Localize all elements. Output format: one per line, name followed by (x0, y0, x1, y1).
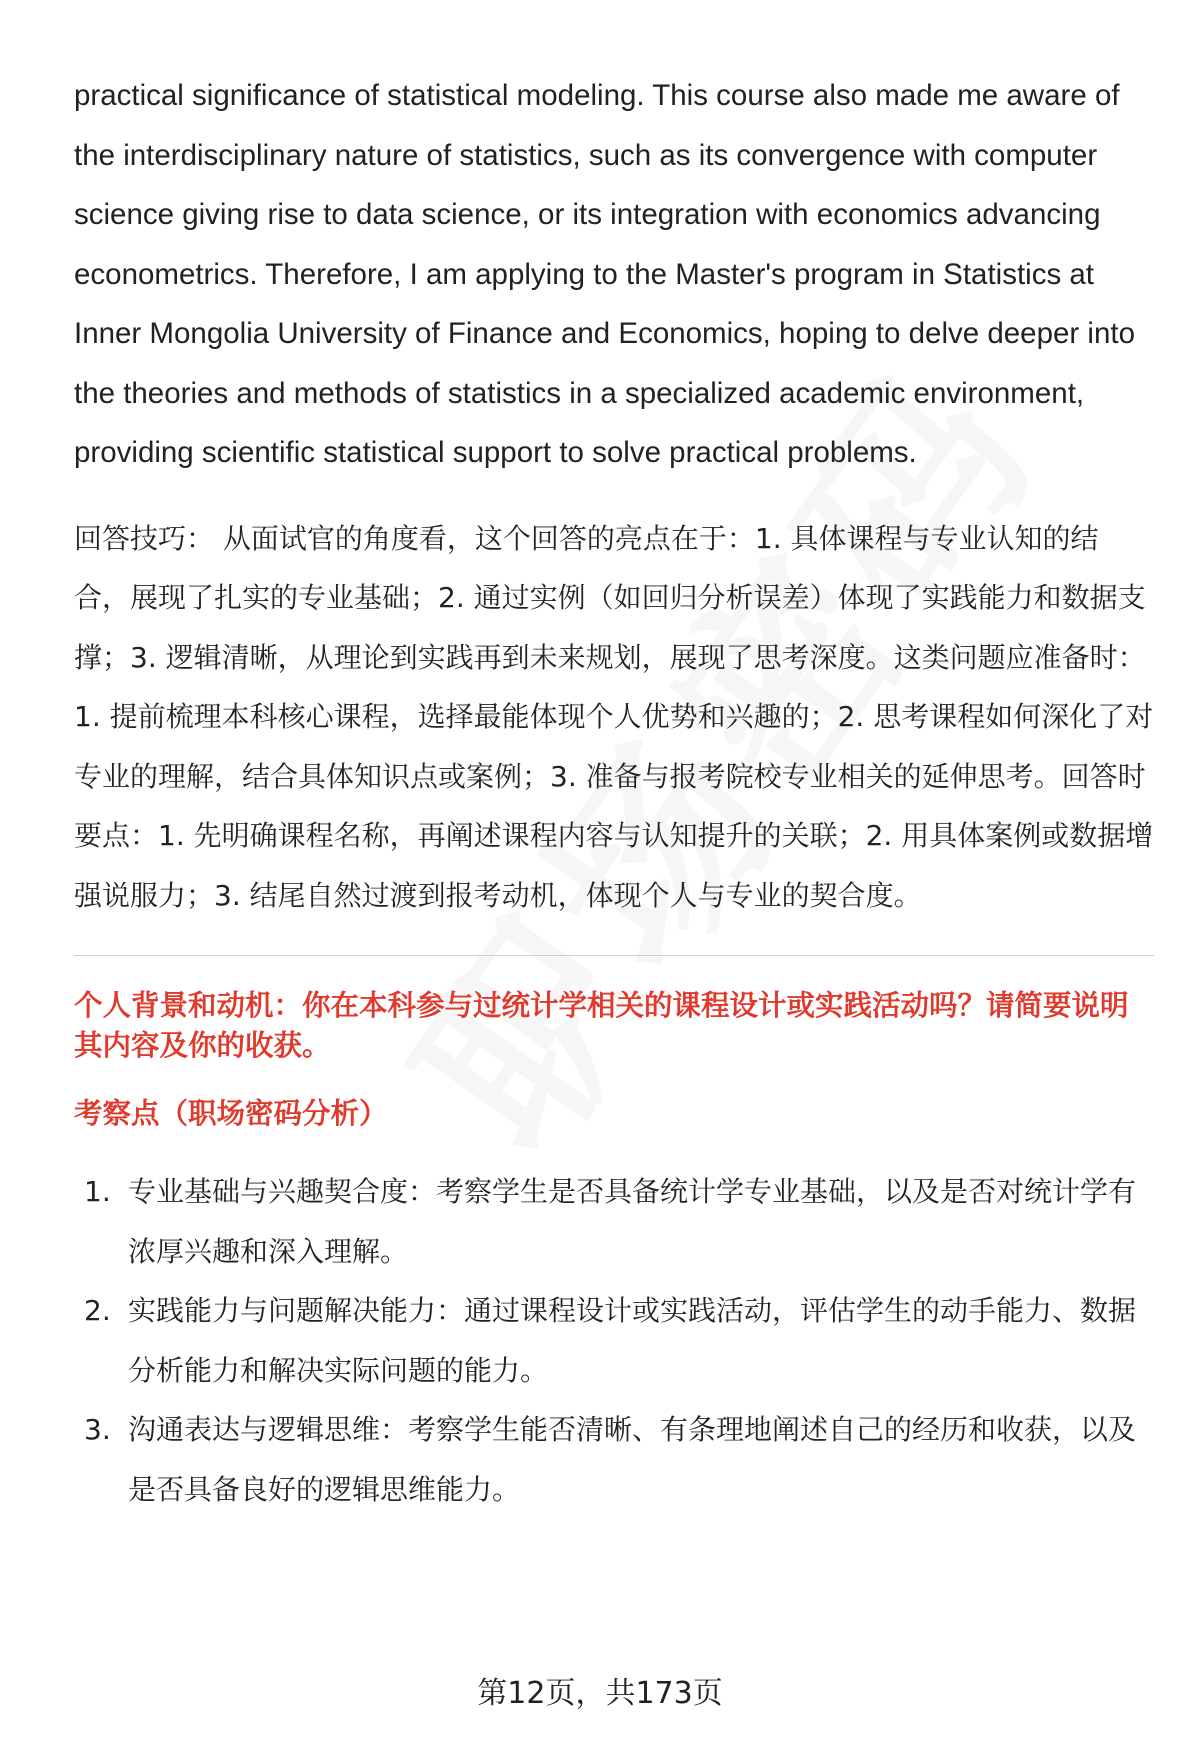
list-item-text: 专业基础与兴趣契合度：考察学生是否具备统计学专业基础，以及是否对统计学有浓厚兴趣和深入理解。 (128, 1175, 1137, 1268)
body-paragraph: practical significance of statistical modeling. This course also made me aware of the interdisciplinary nature of statistics, such as its convergence with computer science giving rise to data science, or its integration with economics advancing econometrics. Therefore, I am applying to the Master's program in Statistics at Inner Mongolia University of Finance and Economics, hoping to delve deeper into the theories and methods of statistics in a specialized academic environment, providing scientific statistical support to solve practical problems. (74, 79, 1135, 469)
assessment-points-heading: 考察点（职场密码分析） (74, 1097, 388, 1130)
answer-tips (74, 509, 1154, 926)
list-item (74, 1281, 1154, 1400)
question-heading: 个人背景和动机：你在本科参与过统计学相关的课程设计或实践活动吗？请简要说明其内容及你的收获。 (74, 989, 1129, 1062)
section-divider (74, 955, 1154, 956)
page-number-footer: 第12页，共173页 (477, 1676, 723, 1711)
list-item-text: 沟通表达与逻辑思维：考察学生能否清晰、有条理地阐述自己的经历和收获，以及是否具备良好的逻辑思维能力。 (128, 1413, 1137, 1506)
list-item-number: 3. (84, 1413, 111, 1446)
list-item-number: 2. (84, 1294, 111, 1327)
assessment-points-list (74, 1162, 1154, 1519)
list-item (74, 1162, 1154, 1281)
list-item (74, 1400, 1154, 1519)
list-item-number: 1. (84, 1175, 111, 1208)
answer-tips-text: 从面试官的角度看，这个回答的亮点在于：1. 具体课程与专业认知的结合，展现了扎实的专业基础；2. 通过实例（如回归分析误差）体现了实践能力和数据支撑；3. 逻辑清晰，从理论到实践再到未来规划，展现了思考深度。这类问题应准备时：1. 提前梳理本科核心课程，选择最能体现个人优势和兴趣的；2. 思考课程如何深化了对专业的理解，结合具体知识点或案例；3. 准备与报考院校专业相关的延伸思考。回答时要点：1. 先明确课程名称，再阐述课程内容与认知提升的关联；2. 用具体案例或数据增强说服力；3. 结尾自然过渡到报考动机，体现个人与专业的契合度。 (74, 521, 1154, 912)
page-content (74, 66, 1154, 1519)
list-item-text: 实践能力与问题解决能力：通过课程设计或实践活动，评估学生的动手能力、数据分析能力和解决实际问题的能力。 (128, 1294, 1137, 1387)
answer-tips-label: 回答技巧： (74, 521, 215, 555)
